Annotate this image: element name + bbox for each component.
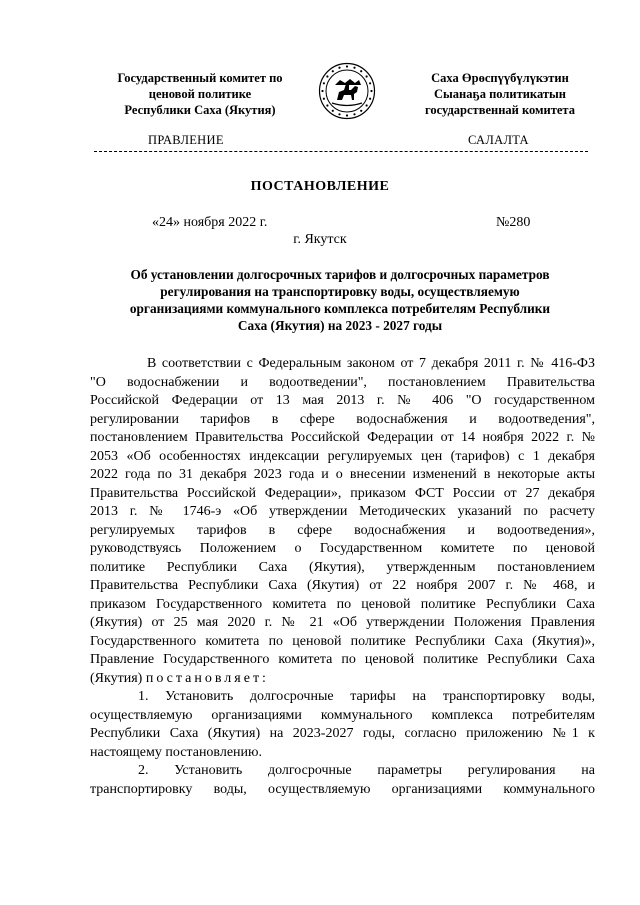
item-1-line: 1. Установить долгосрочные тарифы на транспортировку воды, xyxy=(138,689,595,704)
heading-line: Об установлении долгосрочных тарифов и долгосрочных параметров xyxy=(130,267,550,282)
header-right-line: государственнай комитета xyxy=(425,103,575,117)
header-right-org xyxy=(400,70,600,118)
document-body xyxy=(90,355,595,799)
item-1-line: осуществляемую организациями коммунального комплекса потребителям xyxy=(90,707,595,723)
preamble-line: постановлением Правительства Российской Федерации от 14 ноября 2022 г. № xyxy=(90,430,595,445)
preamble-last-line xyxy=(90,670,595,689)
item-1-line: Республики Саха (Якутия) на 2023-2027 годы, согласно приложению №1 к xyxy=(90,726,595,741)
preamble-line: В соответствии с Федеральным законом от 7 декабря 2011 г. № 416-ФЗ xyxy=(147,356,595,371)
document-title: ПОСТАНОВЛЕНИЕ xyxy=(250,179,390,194)
header-left-line: Государственный комитет по xyxy=(117,71,283,85)
document-number: №280 xyxy=(496,215,531,230)
document-date: «24» ноября 2022 г. xyxy=(152,215,268,230)
header-right-line: Саха Өрөспүүбүлүкэтин xyxy=(431,71,569,85)
preamble-line: политике Республики Саха (Якутия), утвержденным постановлением xyxy=(90,559,595,575)
item-1-line: настоящему постановлению. xyxy=(90,744,262,760)
preamble-line: приказом Государственного комитета по ценовой политике Республики Саха xyxy=(90,596,595,612)
preamble-line: регулируемых тарифов в сфере водоснабжения и водоотведения», xyxy=(90,522,595,538)
preamble-line: Правительства Республики Саха (Якутия) от 22 ноября 2007 г. № 468, и xyxy=(90,578,595,593)
header-divider xyxy=(94,151,588,152)
preamble-end: (Якутия) xyxy=(90,670,143,686)
preamble-line: Государственного комитета по ценовой политике Республики Саха (Якутия)», xyxy=(90,633,595,649)
heading-line: Саха (Якутия) на 2023 - 2027 годы xyxy=(237,318,443,333)
header-left-org xyxy=(100,70,300,118)
preamble-line: "О водоснабжении и водоотведении", постановлением Правительства xyxy=(90,374,595,390)
document-heading xyxy=(90,266,590,334)
header-left-line: ценовой политике xyxy=(148,87,252,101)
heading-line: организациями коммунального комплекса потребителям Республики xyxy=(129,301,551,316)
preamble-line: Правительства Российской Федерации», приказом ФСТ России от 27 декабря xyxy=(90,485,595,501)
preamble-line: 2013 г. № 1746-э «Об утверждении Методических указаний по расчету xyxy=(90,504,595,519)
heading-line: регулирования на транспортировку воды, осуществляемую xyxy=(160,284,520,299)
document-city: г. Якутск xyxy=(293,232,347,247)
item-2-line: 2. Установить долгосрочные параметры регулирования на xyxy=(138,763,595,778)
header-left-line: Республики Саха (Якутия) xyxy=(124,103,276,117)
preamble-line: Правление Государственного комитета по ценовой политике Республики Саха xyxy=(90,652,595,667)
board-label-ru: ПРАВЛЕНИЕ xyxy=(148,133,224,147)
coat-of-arms-emblem xyxy=(318,62,376,120)
preamble-line: Российской Федерации от 13 мая 2013 г. № 406 "О государственном xyxy=(90,393,595,408)
preamble-line: 2022 года по 31 декабря 2023 года и о внесении изменений в некоторые акты xyxy=(90,467,595,482)
preamble-line: регулировании тарифов в сфере водоснабжения и водоотведения", xyxy=(90,411,595,427)
header-right-line: Сыанаҕа политикатын xyxy=(434,87,566,101)
item-2-line: транспортировку воды, осуществляемую организациями коммунального xyxy=(90,781,595,797)
board-label-sakha: САЛАЛТА xyxy=(468,133,529,147)
preamble-line: (Якутия) от 25 мая 2020 г. № 21 «Об утверждении Положения Правления xyxy=(90,615,595,630)
decree-word: постановляет: xyxy=(145,670,269,686)
preamble-line: руководствуясь Положением о Государственном комитете по ценовой xyxy=(90,541,595,556)
preamble-line: 2053 «Об особенностях индексации регулируемых цен (тарифов) с 1 декабря xyxy=(90,448,595,464)
